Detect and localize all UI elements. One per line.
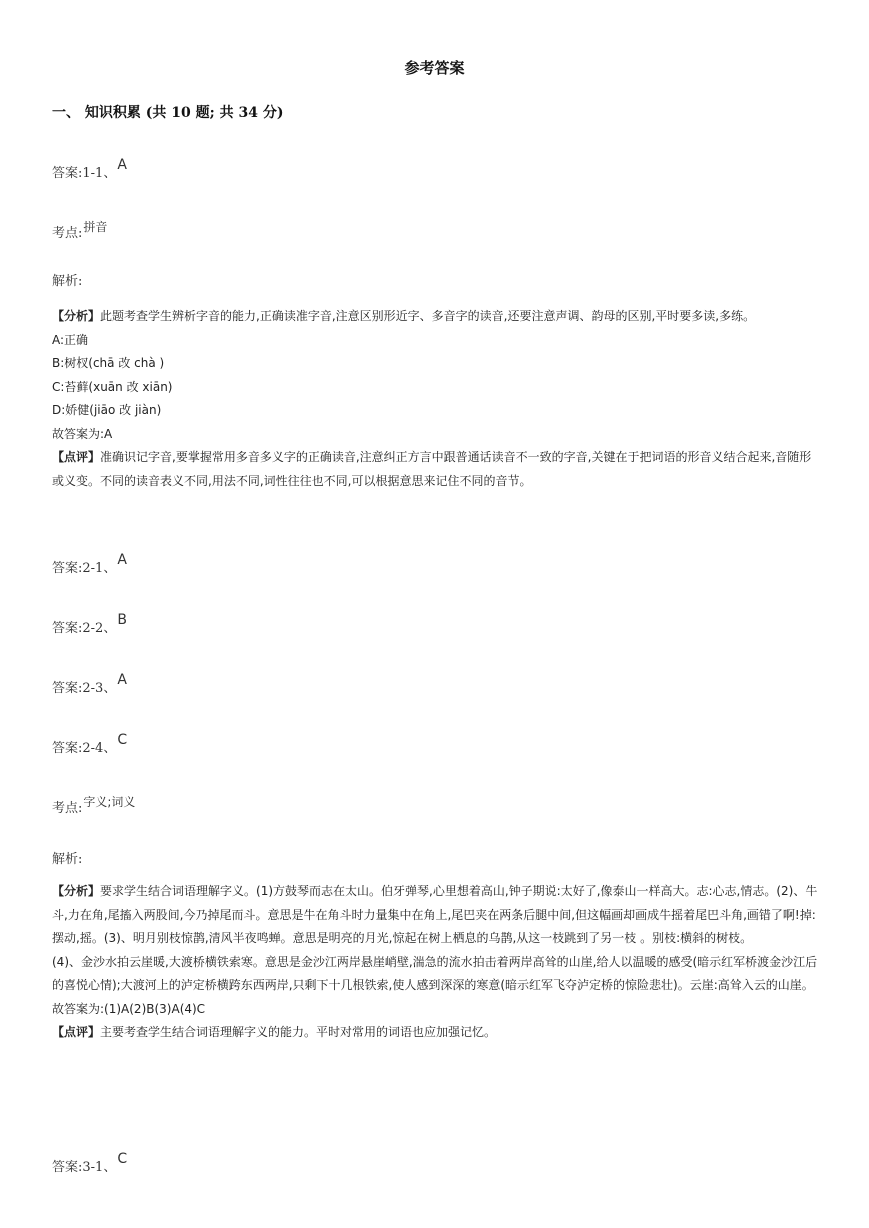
analysis-paragraph: C:苔藓(xuān 改 xiān)	[52, 379, 173, 394]
analysis-block-2	[52, 880, 822, 1045]
answer-id: 2-4、	[82, 741, 117, 756]
answer-value: A	[117, 672, 127, 688]
jiexi-label-2: 解析:	[52, 852, 83, 867]
analysis-paragraph: 【分析】要求学生结合词语理解字义。(1)方鼓琴而志在太山。伯牙弹琴,心里想着高山,钟子期说:太好了,像泰山一样高大。志:心志,情志。(2)、牛斗,力在角,尾搐入两股间,今乃掉尾而斗。意思是牛在角斗时力量集中在角上,尾巴夹在两条后腿中间,但这幅画却画成牛摇着尾巴斗角,画错了啊!掉:摆动,摇。(3)、明月别枝惊鹊,清风半夜鸣蝉。意思是明亮的月光,惊起在树上栖息的乌鹊,从这一枝跳到了另一枝 。别枝:横斜的树枝。	[52, 884, 818, 945]
analysis-paragraph: D:娇健(jiāo 改 jiàn)	[52, 403, 162, 417]
answer-id: 2-1、	[82, 561, 117, 576]
answer-id: 3-1、	[82, 1160, 117, 1175]
answer-id: 1-1、	[82, 166, 117, 181]
analysis-paragraph: 故答案为:(1)A(2)B(3)A(4)C	[52, 1001, 206, 1016]
analysis-paragraph: A:正确	[52, 332, 89, 347]
answer-value: A	[117, 157, 127, 173]
answer-id: 2-2、	[82, 621, 117, 636]
answer-value: C	[117, 1151, 128, 1167]
answer-value: A	[117, 552, 127, 568]
answer-prefix: 答案:	[52, 681, 83, 696]
page-title: 参考答案	[404, 59, 465, 77]
section-heading: 一、 知识积累 (共 10 题; 共 34 分)	[52, 105, 284, 121]
comment-tag: 【点评】	[52, 450, 101, 464]
analysis-paragraph: (4)、金沙水拍云崖暖,大渡桥横铁索寒。意思是金沙江两岸悬崖峭壁,湍急的流水拍击着两岸高耸的山崖,给人以温暖的感受(暗示红军桥渡金沙江后的喜悦心情);大渡河上的泸定桥横跨东西两岸,只剩下十几根铁索,使人感到深深的寒意(暗示红军飞夺泸定桥的惊险悲壮)。云崖:高耸入云的山崖。	[52, 954, 818, 992]
answer-value: C	[117, 732, 128, 748]
answer-line-2-1	[52, 552, 127, 576]
kaodian-prefix: 考点:	[52, 801, 83, 816]
analysis-paragraph: 故答案为:A	[52, 426, 113, 441]
comment-tag: 【分析】	[52, 309, 101, 323]
kaodian-line-1	[52, 222, 107, 241]
analysis-paragraph: 【点评】准确识记字音,要掌握常用多音多义字的正确读音,注意纠正方言中跟普通话读音不一致的字音,关键在于把词语的形音义结合起来,音随形或义变。不同的读音表义不同,用法不同,词性往往也不同,可以根据意思来记住不同的音节。	[52, 450, 812, 488]
answer-line-1-1	[52, 157, 127, 181]
jiexi-label-1: 解析:	[52, 274, 83, 289]
answer-prefix: 答案:	[52, 1160, 83, 1175]
answer-line-2-3	[52, 672, 127, 696]
answer-prefix: 答案:	[52, 621, 83, 636]
kaodian-line-2	[52, 797, 135, 816]
answer-prefix: 答案:	[52, 561, 83, 576]
answer-prefix: 答案:	[52, 166, 83, 181]
answer-prefix: 答案:	[52, 741, 83, 756]
kaodian-value: 拼音	[83, 220, 108, 234]
answer-id: 2-3、	[82, 681, 117, 696]
analysis-paragraph: 【点评】主要考查学生结合词语理解字义的能力。平时对常用的词语也应加强记忆。	[52, 1025, 497, 1039]
comment-tag: 【分析】	[52, 884, 101, 898]
analysis-paragraph: 【分析】此题考查学生辨析字音的能力,正确读准字音,注意区别形近字、多音字的读音,还要注意声调、韵母的区别,平时要多读,多练。	[52, 309, 756, 323]
analysis-block-1	[52, 305, 822, 493]
kaodian-value: 字义;词义	[83, 795, 136, 809]
comment-tag: 【点评】	[52, 1025, 101, 1039]
analysis-paragraph: B:树杈(chā 改 chà )	[52, 356, 165, 370]
answer-line-2-2	[52, 612, 127, 636]
answer-line-2-4	[52, 732, 128, 756]
kaodian-prefix: 考点:	[52, 226, 83, 241]
answer-value: B	[117, 612, 127, 628]
answer-line-3-1	[52, 1151, 128, 1175]
